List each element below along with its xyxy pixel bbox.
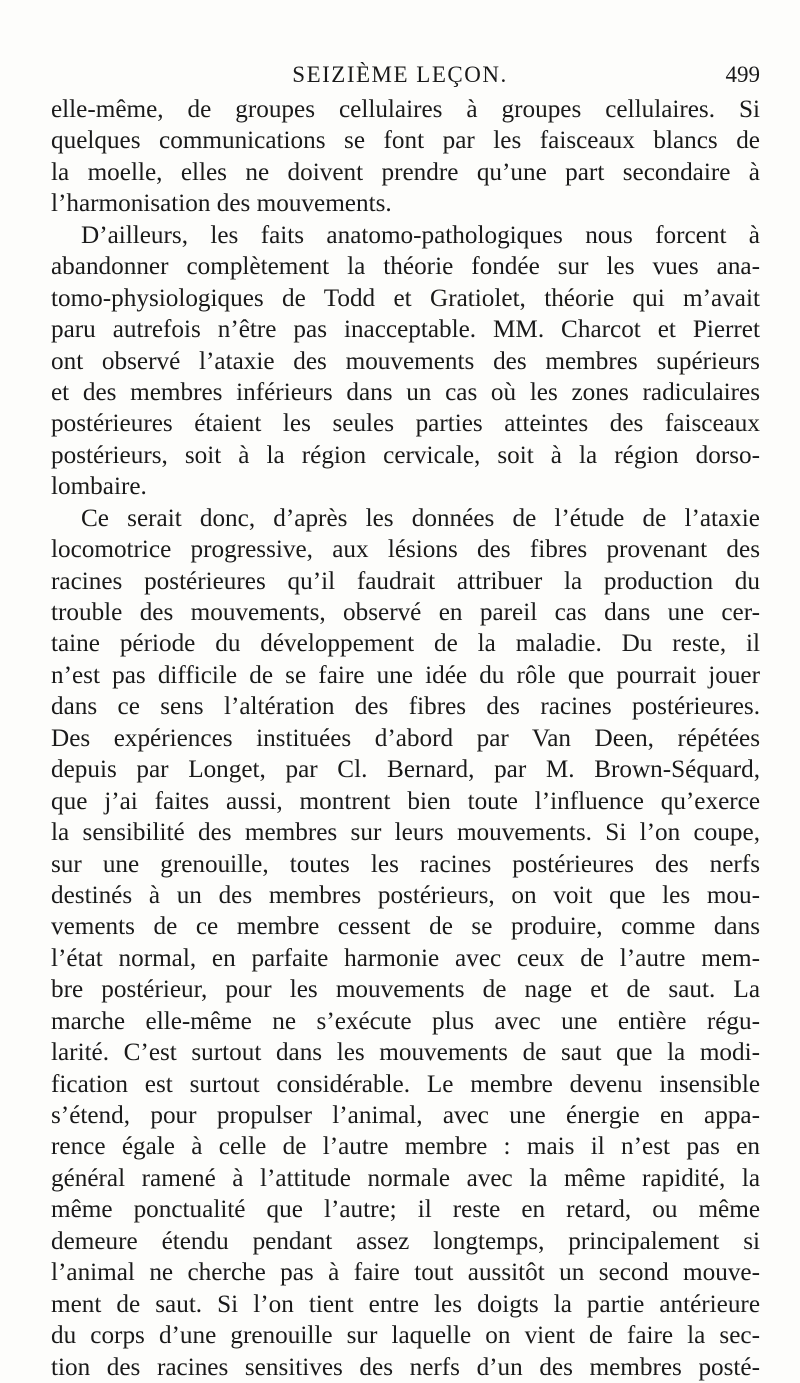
text-line: l’harmonisation des mouvements. — [51, 190, 392, 218]
text-line: abandonner complètement la théorie fondée sur les vues ana- — [51, 253, 760, 281]
text-line: Des expériences instituées d’abord par Van Deen, répétées — [51, 724, 760, 752]
text-line: locomotrice progressive, aux lésions des fibres provenant des — [51, 536, 760, 564]
text-line: rence égale à celle de l’autre membre : mais il n’est pas en — [51, 1133, 760, 1161]
text-line: dans ce sens l’altération des fibres des racines postérieures. — [51, 693, 760, 721]
page-number: 499 — [725, 62, 760, 87]
text-line: elle-même, de groupes cellulaires à groupes cellulaires. Si — [51, 96, 760, 123]
text-line: Ce serait donc, d’après les données de l’étude de l’ataxie — [81, 504, 760, 532]
text-line: l’état normal, en parfaite harmonie avec ceux de l’autre mem- — [51, 944, 760, 972]
text-line: général ramené à l’attitude normale avec la même rapidité, la — [51, 1164, 760, 1192]
text-line: sur une grenouille, toutes les racines postérieures des nerfs — [51, 850, 760, 878]
text-line: D’ailleurs, les faits anatomo-pathologiques nous forcent à — [81, 221, 760, 249]
text-line: paru autrefois n’être pas inacceptable. MM. Charcot et Pierret — [51, 316, 760, 344]
text-line: tion des racines sensitives des nerfs d’un des membres posté- — [51, 1353, 760, 1381]
text-line: larité. C’est surtout dans les mouvements de saut que la modi- — [51, 1039, 760, 1067]
text-line: demeure étendu pendant assez longtemps, principalement si — [51, 1227, 760, 1255]
text-line: même ponctualité que l’autre; il reste en retard, ou même — [51, 1196, 760, 1224]
text-line: depuis par Longet, par Cl. Bernard, par M. Brown-Séquard, — [51, 756, 760, 784]
text-line: postérieurs, soit à la région cervicale, soit à la région dorso- — [51, 441, 760, 469]
text-line: ment de saut. Si l’on tient entre les doigts la partie antérieure — [51, 1290, 760, 1318]
text-line: postérieures étaient les seules parties atteintes des faisceaux — [51, 410, 760, 438]
text-line: l’animal ne cherche pas à faire tout aussitôt un second mouve- — [51, 1259, 760, 1287]
text-line: du corps d’une grenouille sur laquelle on vient de faire la sec- — [51, 1322, 760, 1350]
text-line: la sensibilité des membres sur leurs mouvements. Si l’on coupe, — [51, 819, 760, 847]
text-line: s’étend, pour propulser l’animal, avec une énergie en appa- — [51, 1102, 760, 1129]
text-line: fication est surtout considérable. Le membre devenu insensible — [51, 1070, 760, 1098]
text-line: et des membres inférieurs dans un cas où les zones radiculaires — [51, 378, 760, 406]
running-title: SEIZIÈME LEÇON. — [292, 62, 508, 87]
text-line: taine période du développement de la maladie. Du reste, il — [51, 630, 760, 658]
text-line: quelques communications se font par les faisceaux blancs de — [51, 127, 760, 155]
text-line: la moelle, elles ne doivent prendre qu’une part secondaire à — [51, 158, 760, 186]
text-line: vements de ce membre cessent de se produire, comme dans — [51, 913, 760, 941]
text-line: marche elle-même ne s’exécute plus avec une entière régu- — [51, 1007, 760, 1035]
text-line: que j’ai faites aussi, montrent bien toute l’influence qu’exerce — [51, 787, 760, 815]
text-line: destinés à un des membres postérieurs, on voit que les mou- — [51, 881, 760, 909]
text-line: tomo-physiologiques de Todd et Gratiolet, théorie qui m’avait — [51, 284, 760, 312]
text-line: trouble des mouvements, observé en pareil cas dans une cer- — [51, 599, 760, 626]
text-line: bre postérieur, pour les mouvements de nage et de saut. La — [51, 976, 760, 1004]
text-line: racines postérieures qu’il faudrait attribuer la production du — [51, 567, 760, 595]
body-text — [51, 94, 760, 1383]
text-line: ont observé l’ataxie des mouvements des membres supérieurs — [51, 347, 760, 375]
page-header — [0, 60, 800, 90]
text-line: lombaire. — [51, 473, 147, 501]
text-line: n’est pas difficile de se faire une idée du rôle que pourrait jouer — [51, 661, 760, 689]
